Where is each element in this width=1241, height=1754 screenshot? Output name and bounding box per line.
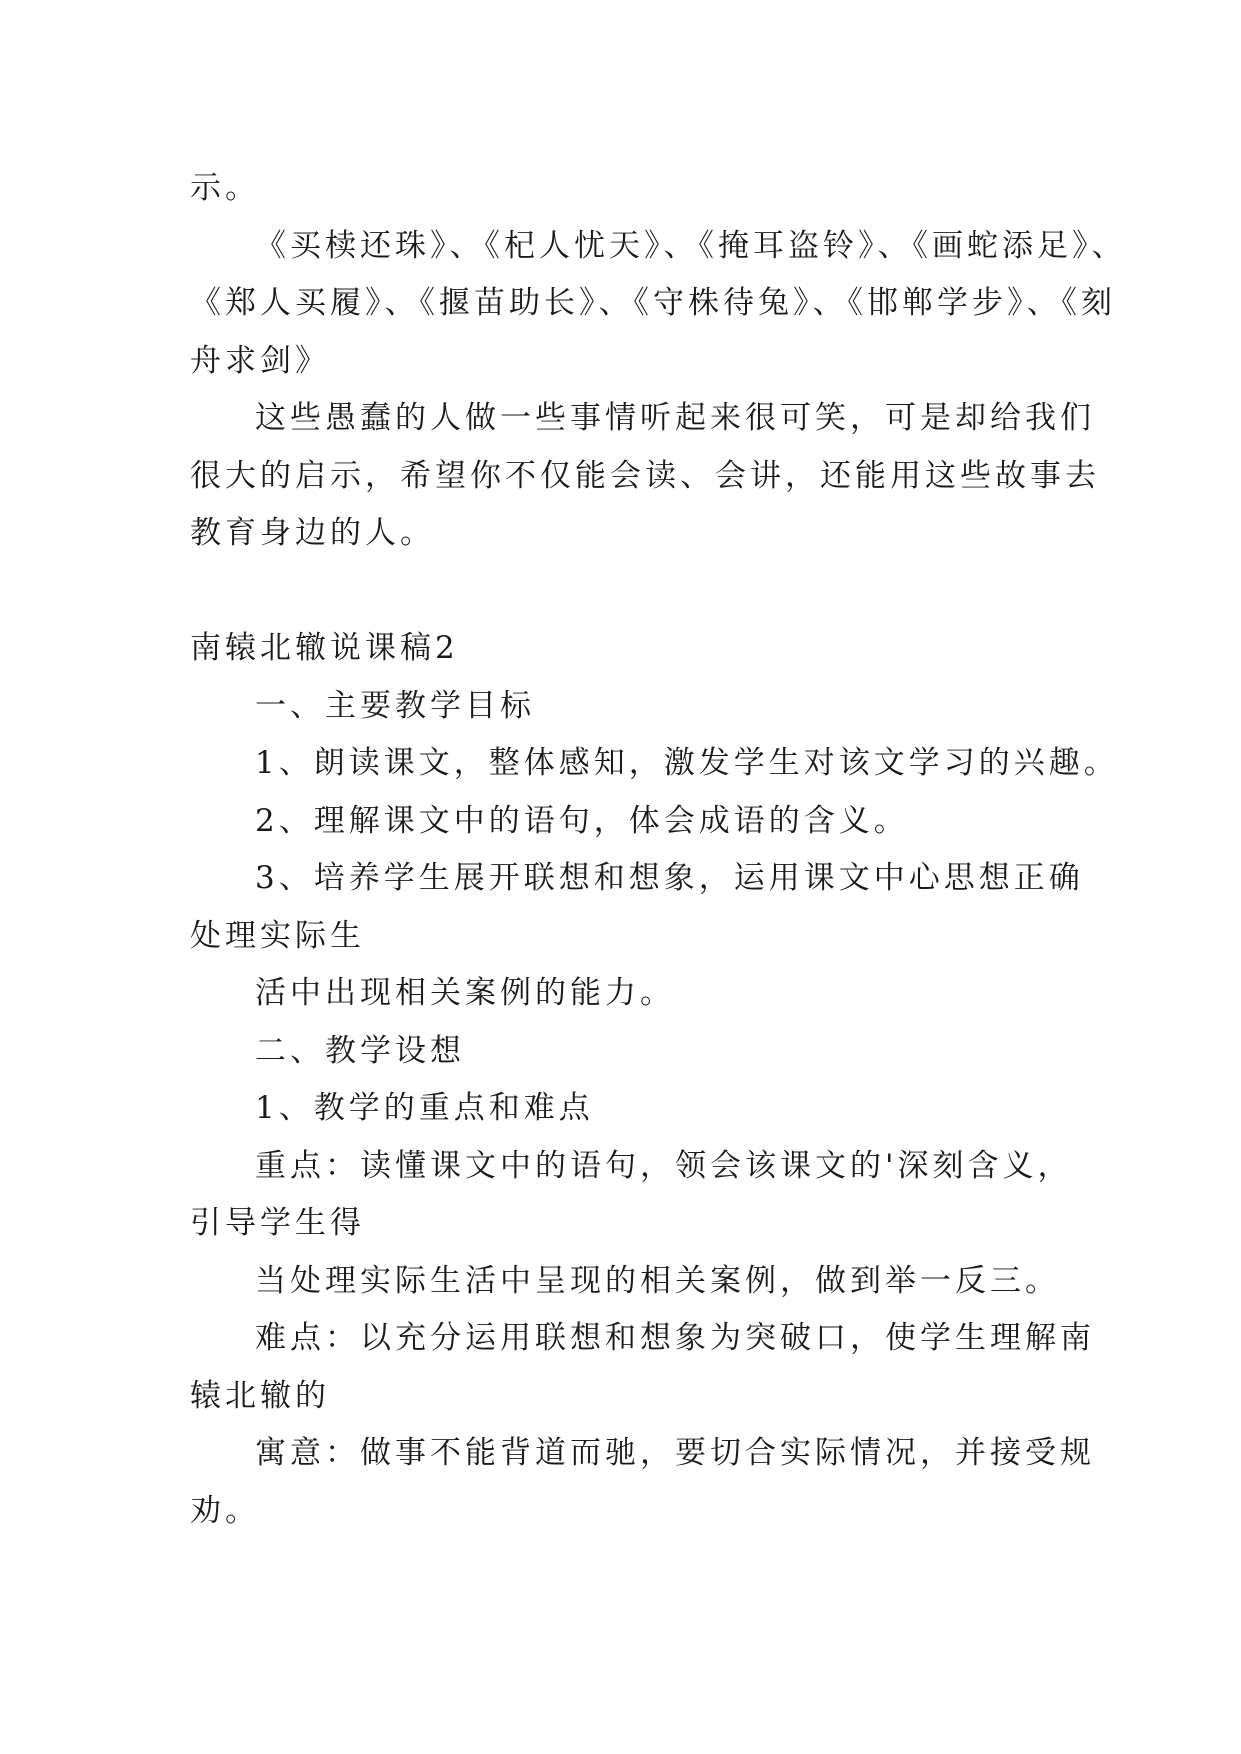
- text-line: 活中出现相关案例的能力。: [255, 975, 675, 1011]
- text-line: 3、培养学生展开联想和想象，运用课文中心思想正确: [255, 860, 1084, 896]
- text-line: 1、教学的重点和难点: [255, 1090, 594, 1126]
- text-line: 舟求剑》: [190, 343, 330, 379]
- text-line: 难点：以充分运用联想和想象为突破口，使学生理解南: [255, 1320, 1095, 1356]
- text-line: 《郑人买履》、《揠苗助长》、《守株待兔》、《邯郸学步》、《刻: [190, 285, 1116, 321]
- text-line: 二、教学设想: [255, 1033, 465, 1069]
- text-line: 处理实际生: [190, 918, 365, 954]
- text-line: 重点：读懂课文中的语句，领会该课文的'深刻含义，: [255, 1148, 1073, 1184]
- text-line: 很大的启示，希望你不仅能会读、会讲，还能用这些故事去: [190, 458, 1100, 494]
- text-line: 示。: [190, 170, 260, 206]
- text-line: 一、主要教学目标: [255, 688, 535, 724]
- section-heading: 南辕北辙说课稿2: [190, 630, 459, 666]
- text-line: 寓意：做事不能背道而驰，要切合实际情况，并接受规: [255, 1435, 1095, 1471]
- text-line: 劝。: [190, 1493, 260, 1529]
- text-line: 2、理解课文中的语句，体会成语的含义。: [255, 803, 909, 839]
- text-line: 当处理实际生活中呈现的相关案例，做到举一反三。: [255, 1263, 1060, 1299]
- text-line: 1、朗读课文，整体感知，激发学生对该文学习的兴趣。: [255, 745, 1119, 781]
- text-line: 这些愚蠢的人做一些事情听起来很可笑，可是却给我们: [255, 400, 1095, 436]
- text-line: 辕北辙的: [190, 1378, 330, 1414]
- text-line: 引导学生得: [190, 1205, 365, 1241]
- text-line: 教育身边的人。: [190, 515, 435, 551]
- text-line: 《买椟还珠》、《杞人忧天》、《掩耳盗铃》、《画蛇添足》、: [255, 228, 1127, 264]
